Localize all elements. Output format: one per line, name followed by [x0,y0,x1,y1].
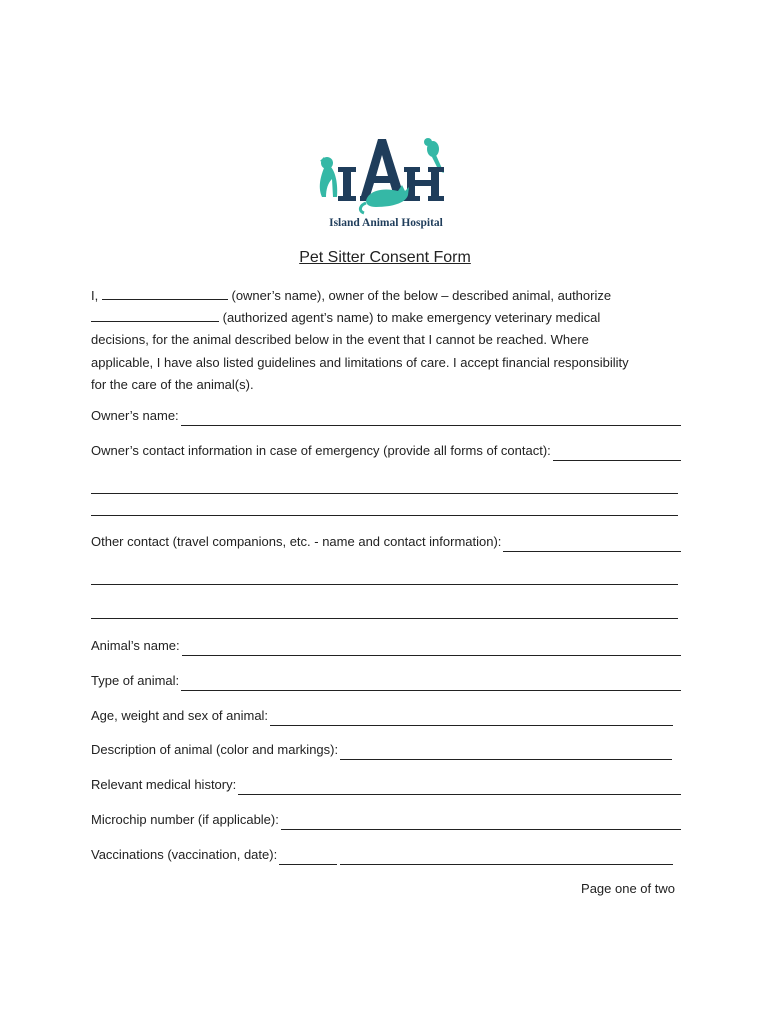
age-weight-sex-field[interactable] [270,711,673,726]
other-contact-row [91,532,681,552]
description-field[interactable] [340,745,672,760]
vaccinations-label: Vaccinations (vaccination, date): [91,847,278,862]
description-row [91,740,672,760]
medical-history-row [91,775,681,795]
vaccinations-field-short[interactable] [279,850,337,865]
animal-name-label: Animal’s name: [91,638,180,653]
iah-logo-graphic [306,133,466,233]
owner-contact-row [91,441,681,461]
owner-name-field[interactable] [181,411,681,426]
owner-name-blank[interactable] [102,287,228,300]
dog-icon [320,157,337,197]
intro-agent-hint: (authorized agent’s name) to make emergency veterinary medical [222,310,601,326]
hospital-logo [306,133,466,233]
other-contact-field[interactable] [503,537,681,552]
animal-type-label: Type of animal: [91,673,180,688]
owner-contact-line-2[interactable] [91,493,678,494]
other-contact-line-3[interactable] [91,618,678,619]
medical-history-field[interactable] [238,780,681,795]
animal-type-row [91,671,681,691]
vaccinations-row [91,845,673,865]
microchip-row [91,810,681,830]
intro-owner-hint: (owner’s name), owner of the below – described animal, authorize [231,288,612,303]
intro-line-1: decisions, for the animal described below in the event that I cannot be reached. Where [91,332,589,348]
authorization-paragraph [91,285,681,396]
intro-i: I, [91,288,99,303]
intro-line-3: for the care of the animal(s). [91,376,254,392]
form-title: Pet Sitter Consent Form [299,249,471,266]
description-label: Description of animal (color and markings): [91,742,339,757]
owner-name-row [91,406,681,426]
microchip-label: Microchip number (if applicable): [91,812,279,827]
animal-name-row [91,636,681,656]
page-number: Page one of two [581,881,675,896]
vaccinations-field[interactable] [340,850,673,865]
age-weight-sex-label: Age, weight and sex of animal: [91,708,269,723]
logo-hospital-name: Island Animal Hospital [329,217,443,229]
medical-history-label: Relevant medical history: [91,777,237,792]
other-contact-line-2[interactable] [91,584,678,585]
owner-contact-label: Owner’s contact information in case of emergency (provide all forms of contact): [91,443,551,458]
intro-line-2: applicable, I have also listed guidelines and limitations of care. I accept financial responsibility [91,354,629,370]
age-weight-sex-row [91,706,673,726]
owner-name-label: Owner’s name: [91,408,179,423]
owner-contact-field[interactable] [553,446,681,461]
other-contact-label: Other contact (travel companions, etc. - name and contact information): [91,534,502,549]
animal-type-field[interactable] [181,676,681,691]
owner-contact-line-3[interactable] [91,515,678,516]
microchip-field[interactable] [281,815,681,830]
animal-name-field[interactable] [182,641,681,656]
agent-name-blank[interactable] [91,309,219,322]
